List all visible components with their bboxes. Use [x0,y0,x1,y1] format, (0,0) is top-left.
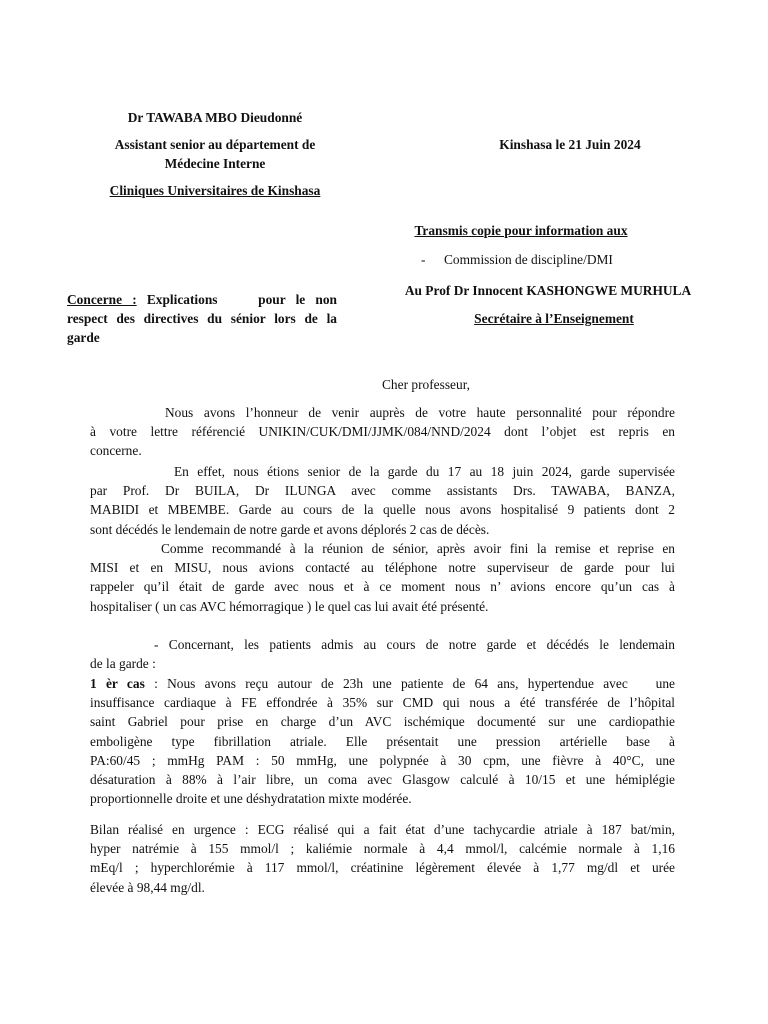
sender-title-line2: Médecine Interne [164,156,266,172]
copy-dash: - [421,252,426,267]
paragraph-5-line-3: mEq/l ; hyperchlorémie à 117 mmol/l, créatinine légèrement élevée à 1,77 mg/dl et urée [90,860,675,876]
subject-label: Concerne : [67,292,137,307]
subject-text-line2: respect des directives du sénior lors de la [67,311,337,327]
paragraph-2 [90,462,675,539]
paragraph-2-line-3: MABIDI et MBEMBE. Garde au cours de la quelle nous avons hospitalisé 9 patients dont 2 [90,502,675,518]
sender-title [60,135,370,173]
subject-text-line1: Explications pour le non [136,292,337,307]
paragraph-4 [90,635,675,673]
paragraph-5-line-4: élevée à 98,44 mg/dl. [90,879,205,895]
case-1-label: 1 èr cas [90,676,145,691]
copy-heading: Transmis copie pour information aux [414,223,628,238]
case-1-line-6: désaturation à 88% à l’air libre, un coma avec Glasgow calculé à 10/15 et une hémiplégie [90,772,675,788]
case-1-line-7: proportionnelle droite et une déshydratation mixte modérée. [90,791,412,807]
paragraph-4-line-2: de la garde : [90,656,156,672]
case-1-line-4: emboligène type fibrillation atriale. Elle présentait une pression artérielle base à [90,733,675,749]
subject [67,290,337,348]
case-1-line-2: insuffisance cardiaque à FE effondrée à 35% sur CMD qui nous a été transférée de l’hôpital [90,695,675,711]
paragraph-4-line-1: - Concernant, les patients admis au cours de notre garde et décédés le lendemain [154,637,675,652]
case-1 [90,674,675,808]
sender-name: Dr TAWABA MBO Dieudonné [127,110,303,125]
place-date: Kinshasa le 21 Juin 2024 [499,137,641,152]
paragraph-5-line-1: Bilan réalisé en urgence : ECG réalisé qui a fait état d’une tachycardie atriale à 187 bat/min, [90,822,675,837]
paragraph-2-line-4: sont décédés le lendemain de notre garde et avons déplorés 2 cas de décès. [90,521,490,537]
paragraph-5 [90,820,675,897]
subject-text-line3: garde [67,330,100,346]
recipient-role: Secrétaire à l’Enseignement [474,311,634,326]
paragraph-1-line-3: concerne. [90,443,142,459]
paragraph-3 [90,539,675,616]
paragraph-3-line-3: rappeler qu’il était de garde avec nous et à ce moment nous n’ avions encore qu’un cas à [90,579,675,595]
paragraph-3-line-1: Comme recommandé à la réunion de sénior, après avoir fini la remise et reprise en [161,541,675,556]
paragraph-2-line-1: En effet, nous étions senior de la garde du 17 au 18 juin 2024, garde supervisée [174,464,675,479]
paragraph-5-line-2: hyper natrémie à 155 mmol/l ; kaliémie normale à 4,4 mmol/l, calcémie normale à 1,16 [90,841,675,857]
copy-item: Commission de discipline/DMI [444,252,613,267]
sender-title-line1: Assistant senior au département de [114,137,316,152]
paragraph-1-line-2: à votre lettre référencié UNIKIN/CUK/DMI/JJMK/084/NND/2024 dont l’objet est repris en [90,424,675,440]
salutation: Cher professeur, [382,377,470,392]
case-1-line-5: PA:60/45 ; mmHg PAM : 50 mmHg, une polypnée à 30 cpm, une fièvre à 40°C, une [90,752,675,768]
case-1-line-3: saint Gabriel pour prise en charge d’un AVC ischémique documenté sur une cardiopathie [90,714,675,730]
sender-institution: Cliniques Universitaires de Kinshasa [109,183,321,198]
recipient-name: Au Prof Dr Innocent KASHONGWE MURHULA [404,283,692,298]
paragraph-3-line-4: hospitaliser ( un cas AVC hémorragique ) le quel cas lui avait été présenté. [90,598,489,614]
paragraph-1 [90,403,675,461]
paragraph-2-line-2: par Prof. Dr BUILA, Dr ILUNGA avec comme assistants Drs. TAWABA, BANZA, [90,483,675,499]
paragraph-3-line-2: MISI et en MISU, nous avions contacté au téléphone notre superviseur de garde pour lui [90,560,675,576]
paragraph-1-line-1: Nous avons l’honneur de venir auprès de votre haute personnalité pour répondre [165,405,675,420]
case-1-line-1: : Nous avons reçu autour de 23h une patiente de 64 ans, hypertendue avec une [144,676,675,691]
